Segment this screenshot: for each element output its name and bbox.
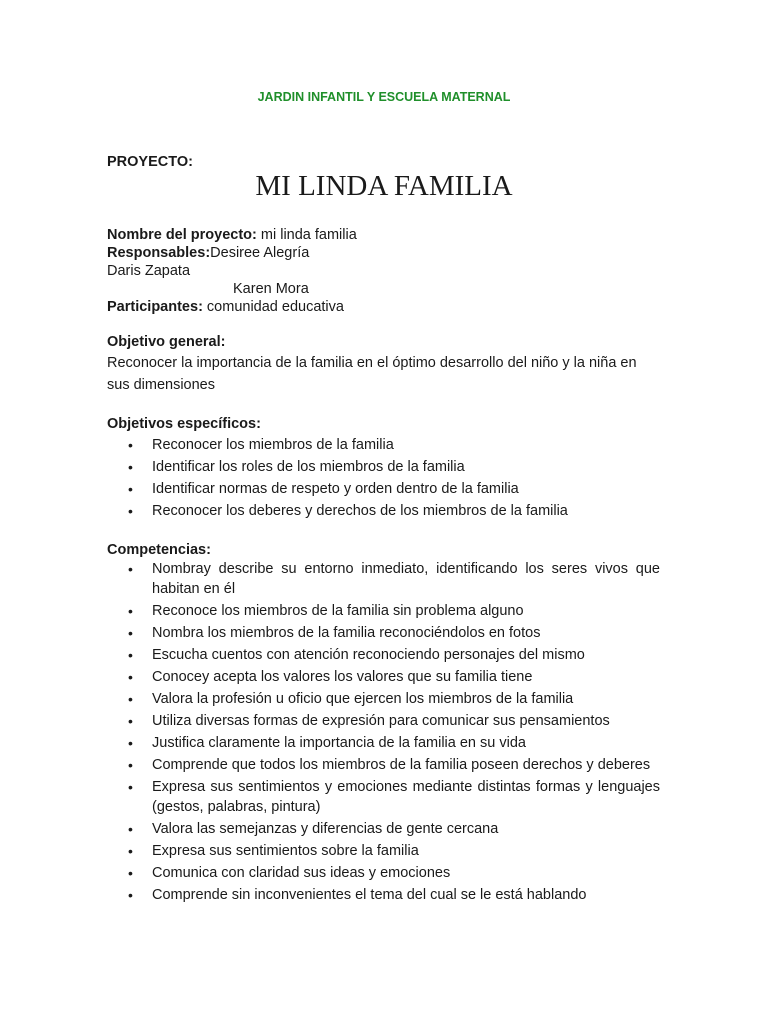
objetivo-general-heading: Objetivo general: [107, 334, 226, 350]
objetivo-especifico-item [107, 435, 660, 455]
project-label: PROYECTO: [107, 154, 193, 170]
list-item-text: Valora las semejanzas y diferencias de gente cercana [152, 821, 499, 837]
competencias-list [107, 559, 660, 905]
bullet-icon: • [128, 735, 133, 751]
responsable-3: Karen Mora [233, 281, 309, 297]
school-name: JARDIN INFANTIL Y ESCUELA MATERNAL [257, 90, 511, 104]
responsable-2: Daris Zapata [107, 263, 191, 279]
objetivos-especificos-section [107, 415, 660, 523]
list-item-text: Comprende sin inconvenientes el tema del cual se le está hablando [152, 887, 587, 903]
competencia-item [107, 755, 660, 775]
competencia-item [107, 841, 660, 861]
bullet-icon: • [128, 669, 133, 685]
bullet-icon: • [128, 821, 133, 837]
list-item-text: Escucha cuentos con atención reconociendo personajes del mismo [152, 647, 585, 663]
bullet-icon: • [128, 887, 133, 903]
list-item-text: Nombray describe su entorno inmediato, identificando los seres vivos que habitan en él [152, 561, 660, 597]
project-name-value: mi linda familia [256, 227, 357, 243]
competencia-item [107, 645, 660, 665]
competencias-section [107, 541, 660, 907]
bullet-icon: • [128, 843, 133, 859]
list-item-text: Comprende que todos los miembros de la familia poseen derechos y deberes [152, 757, 651, 773]
list-item-text: Reconoce los miembros de la familia sin problema alguno [152, 603, 524, 619]
list-item-text: Identificar normas de respeto y orden dentro de la familia [152, 481, 519, 497]
bullet-icon: • [128, 865, 133, 881]
bullet-icon: • [128, 603, 133, 619]
list-item-text: Valora la profesión u oficio que ejercen los miembros de la familia [152, 691, 574, 707]
list-item-text: Comunica con claridad sus ideas y emociones [152, 865, 451, 881]
bullet-icon: • [128, 691, 133, 707]
list-item-text: Justifica claramente la importancia de la familia en su vida [152, 735, 526, 751]
participantes-value: comunidad educativa [202, 299, 344, 315]
competencia-item [107, 559, 660, 599]
objetivos-especificos-heading: Objetivos específicos: [107, 416, 261, 432]
list-item-text: Expresa sus sentimientos y emociones mediante distintas formas y lenguajes (gestos, palabras, pintura) [152, 779, 660, 815]
competencia-item [107, 863, 660, 883]
objetivo-especifico-item [107, 501, 660, 521]
competencia-item [107, 623, 660, 643]
list-item-text: Conocey acepta los valores los valores que su familia tiene [152, 669, 533, 685]
list-item-text: Utiliza diversas formas de expresión para comunicar sus pensamientos [152, 713, 610, 729]
project-name-label: Nombre del proyecto: [107, 227, 257, 243]
bullet-icon: • [128, 481, 133, 497]
list-item-text: Reconocer los miembros de la familia [152, 437, 394, 453]
responsable-1: Desiree Alegría [210, 245, 310, 261]
list-item-text: Reconocer los deberes y derechos de los miembros de la familia [152, 503, 568, 519]
objetivo-general-text: Reconocer la importancia de la familia en el óptimo desarrollo del niño y la niña en sus dimensiones [107, 355, 637, 393]
competencia-item [107, 733, 660, 753]
list-item-text: Identificar los roles de los miembros de la familia [152, 459, 465, 475]
bullet-icon: • [128, 459, 133, 475]
bullet-icon: • [128, 437, 133, 453]
project-name-line [107, 226, 660, 244]
competencia-item [107, 689, 660, 709]
bullet-icon: • [128, 713, 133, 729]
project-info [107, 226, 660, 316]
responsables-line [107, 244, 660, 262]
objetivo-especifico-item [107, 457, 660, 477]
bullet-icon: • [128, 757, 133, 773]
competencia-item [107, 885, 660, 905]
bullet-icon: • [128, 779, 133, 795]
participantes-line [107, 298, 660, 316]
bullet-icon: • [128, 647, 133, 663]
participantes-label: Participantes: [107, 299, 203, 315]
objetivo-especifico-item [107, 479, 660, 499]
bullet-icon: • [128, 503, 133, 519]
competencia-item [107, 777, 660, 817]
competencia-item [107, 601, 660, 621]
objetivo-general-section [107, 333, 660, 396]
list-item-text: Nombra los miembros de la familia reconociéndolos en fotos [152, 625, 541, 641]
bullet-icon: • [128, 561, 133, 577]
competencia-item [107, 819, 660, 839]
project-title: MI LINDA FAMILIA [255, 170, 513, 202]
competencia-item [107, 711, 660, 731]
responsables-label: Responsables: [107, 245, 211, 261]
competencias-heading: Competencias: [107, 542, 211, 558]
list-item-text: Expresa sus sentimientos sobre la familia [152, 843, 419, 859]
bullet-icon: • [128, 625, 133, 641]
competencia-item [107, 667, 660, 687]
objetivos-especificos-list [107, 435, 660, 521]
